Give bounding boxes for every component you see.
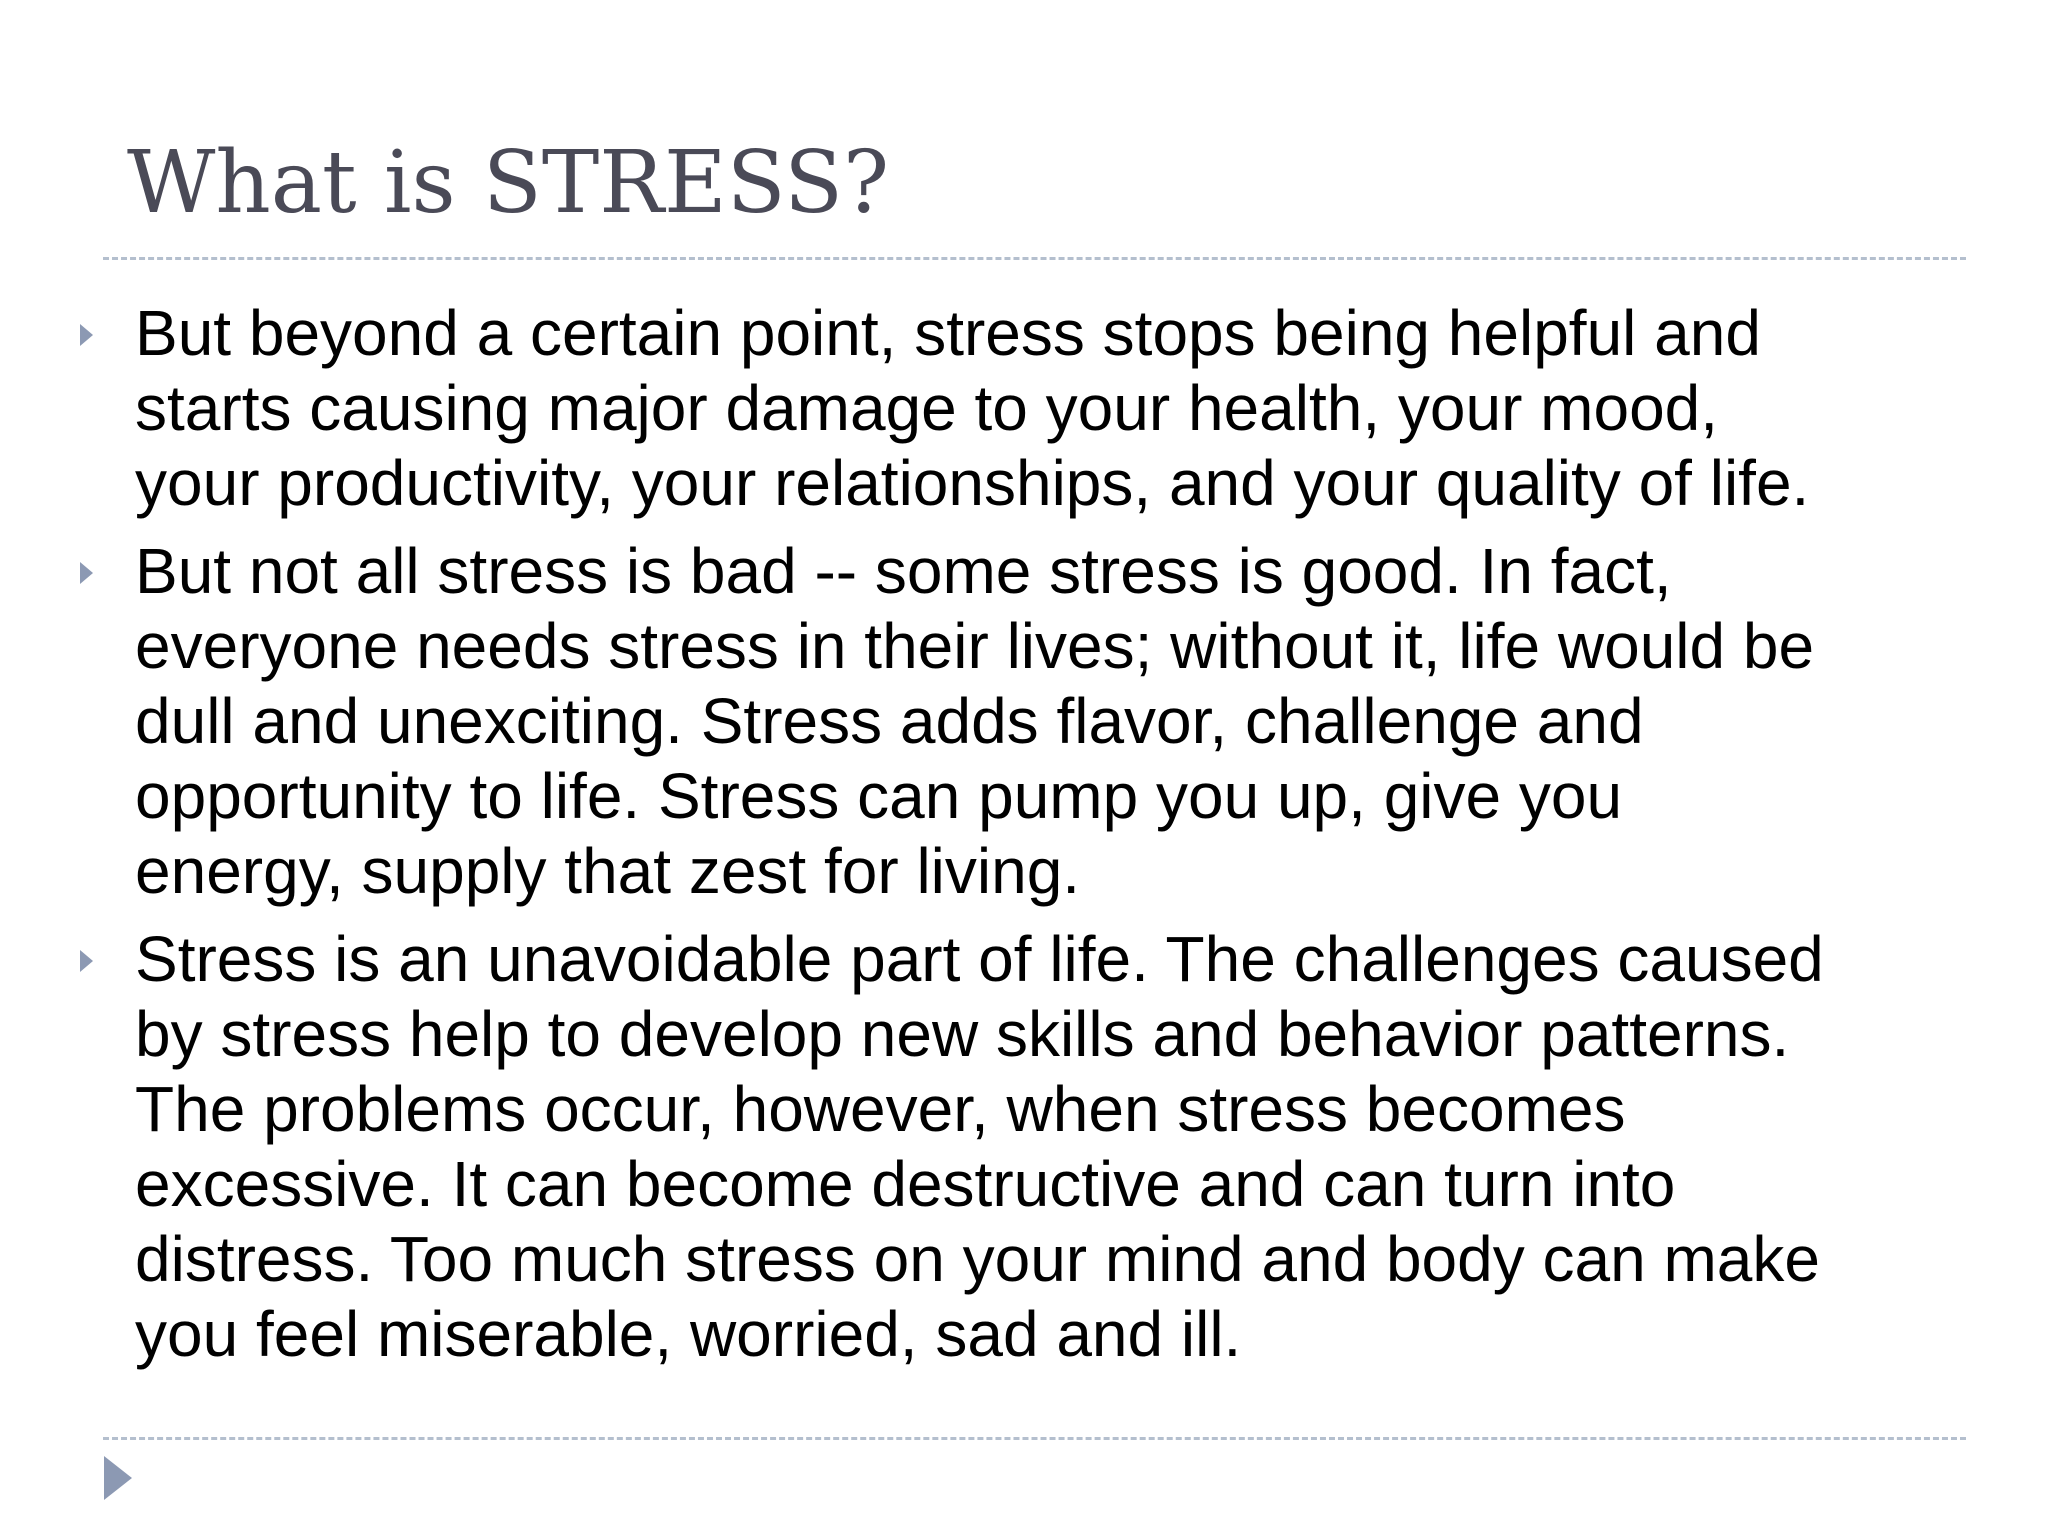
bullet-item-1 bbox=[0, 296, 2048, 521]
bullet-line: your productivity, your relationships, and your quality of life. bbox=[135, 447, 1810, 519]
bullet-line: you feel miserable, worried, sad and ill. bbox=[135, 1298, 1242, 1370]
bullet-line: distress. Too much stress on your mind and body can make bbox=[135, 1223, 1820, 1295]
bullet-line: The problems occur, however, when stress becomes bbox=[135, 1073, 1626, 1145]
bullet-line: opportunity to life. Stress can pump you up, give you bbox=[135, 760, 1623, 832]
footer-divider bbox=[103, 1437, 1966, 1440]
bullet-line: But beyond a certain point, stress stops being helpful and bbox=[135, 297, 1761, 369]
bullet-list bbox=[0, 296, 2048, 1385]
bullet-line: starts causing major damage to your health, your mood, bbox=[135, 372, 1719, 444]
triangle-bullet-icon bbox=[80, 562, 93, 584]
bullet-line: dull and unexciting. Stress adds flavor, challenge and bbox=[135, 685, 1644, 757]
slide-title: What is STRESS? bbox=[127, 133, 890, 233]
title-divider bbox=[103, 257, 1966, 260]
triangle-bullet-icon bbox=[80, 324, 93, 346]
bullet-line: Stress is an unavoidable part of life. The challenges caused bbox=[135, 923, 1824, 995]
bullet-line: everyone needs stress in their lives; without it, life would be bbox=[135, 610, 1815, 682]
bullet-line: by stress help to develop new skills and behavior patterns. bbox=[135, 998, 1790, 1070]
triangle-arrow-icon bbox=[104, 1456, 132, 1500]
bullet-item-2 bbox=[0, 534, 2048, 909]
bullet-item-3 bbox=[0, 922, 2048, 1372]
bullet-line: energy, supply that zest for living. bbox=[135, 835, 1081, 907]
bullet-line: excessive. It can become destructive and can turn into bbox=[135, 1148, 1676, 1220]
bullet-line: But not all stress is bad -- some stress is good. In fact, bbox=[135, 535, 1672, 607]
triangle-bullet-icon bbox=[80, 950, 93, 972]
